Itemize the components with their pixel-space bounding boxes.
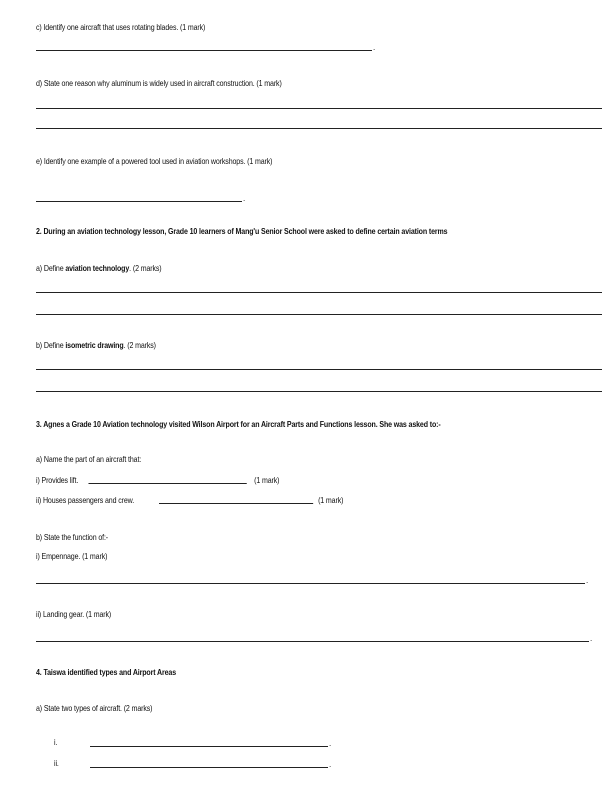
question-3b-i: i) Empennage. (1 mark): [36, 551, 108, 561]
question-1c: c) Identify one aircraft that uses rotating blades. (1 mark): [36, 22, 206, 32]
answer-line[interactable]: [36, 641, 589, 642]
question-2b: b) Define isometric drawing. (2 marks): [36, 340, 156, 350]
answer-line[interactable]: [159, 503, 313, 504]
list-item-ii: ii.: [54, 758, 59, 768]
term-aviation-technology: aviation technology: [65, 263, 130, 273]
question-3b: b) State the function of:-: [36, 532, 109, 542]
answer-line[interactable]: [36, 391, 602, 392]
question-3a: a) Name the part of an aircraft that:: [36, 454, 142, 464]
question-3: 3. Agnes a Grade 10 Aviation technology visited Wilson Airport for an Aircraft Parts and Functions lesson. She was asked to:-: [36, 419, 441, 429]
term-isometric-drawing: isometric drawing: [65, 340, 124, 350]
question-3a-i: i) Provides lift. (1 mark): [36, 475, 280, 485]
answer-line[interactable]: [88, 483, 246, 484]
answer-line[interactable]: [36, 583, 585, 584]
list-item-i: i.: [54, 737, 58, 747]
answer-line[interactable]: [36, 50, 372, 51]
question-3a-ii: ii) Houses passengers and crew. (1 mark): [36, 495, 344, 505]
answer-line[interactable]: [90, 767, 328, 768]
answer-line[interactable]: [36, 128, 602, 129]
answer-line[interactable]: [36, 108, 602, 109]
question-3b-ii: ii) Landing gear. (1 mark): [36, 609, 112, 619]
answer-line[interactable]: [36, 369, 602, 370]
question-1e: e) Identify one example of a powered tool used in aviation workshops. (1 mark): [36, 156, 273, 166]
question-2: 2. During an aviation technology lesson, Grade 10 learners of Mang'u Senior School were asked to define certain aviation terms: [36, 226, 448, 236]
question-4a: a) State two types of aircraft. (2 marks): [36, 703, 153, 713]
answer-line[interactable]: [36, 292, 602, 293]
answer-line[interactable]: [36, 201, 242, 202]
question-4: 4. Taiswa identified types and Airport Areas: [36, 667, 177, 677]
answer-line[interactable]: [90, 746, 328, 747]
answer-line[interactable]: [36, 314, 602, 315]
question-2a: a) Define aviation technology. (2 marks): [36, 263, 162, 273]
question-1d: d) State one reason why aluminum is widely used in aircraft construction. (1 mark): [36, 78, 282, 88]
